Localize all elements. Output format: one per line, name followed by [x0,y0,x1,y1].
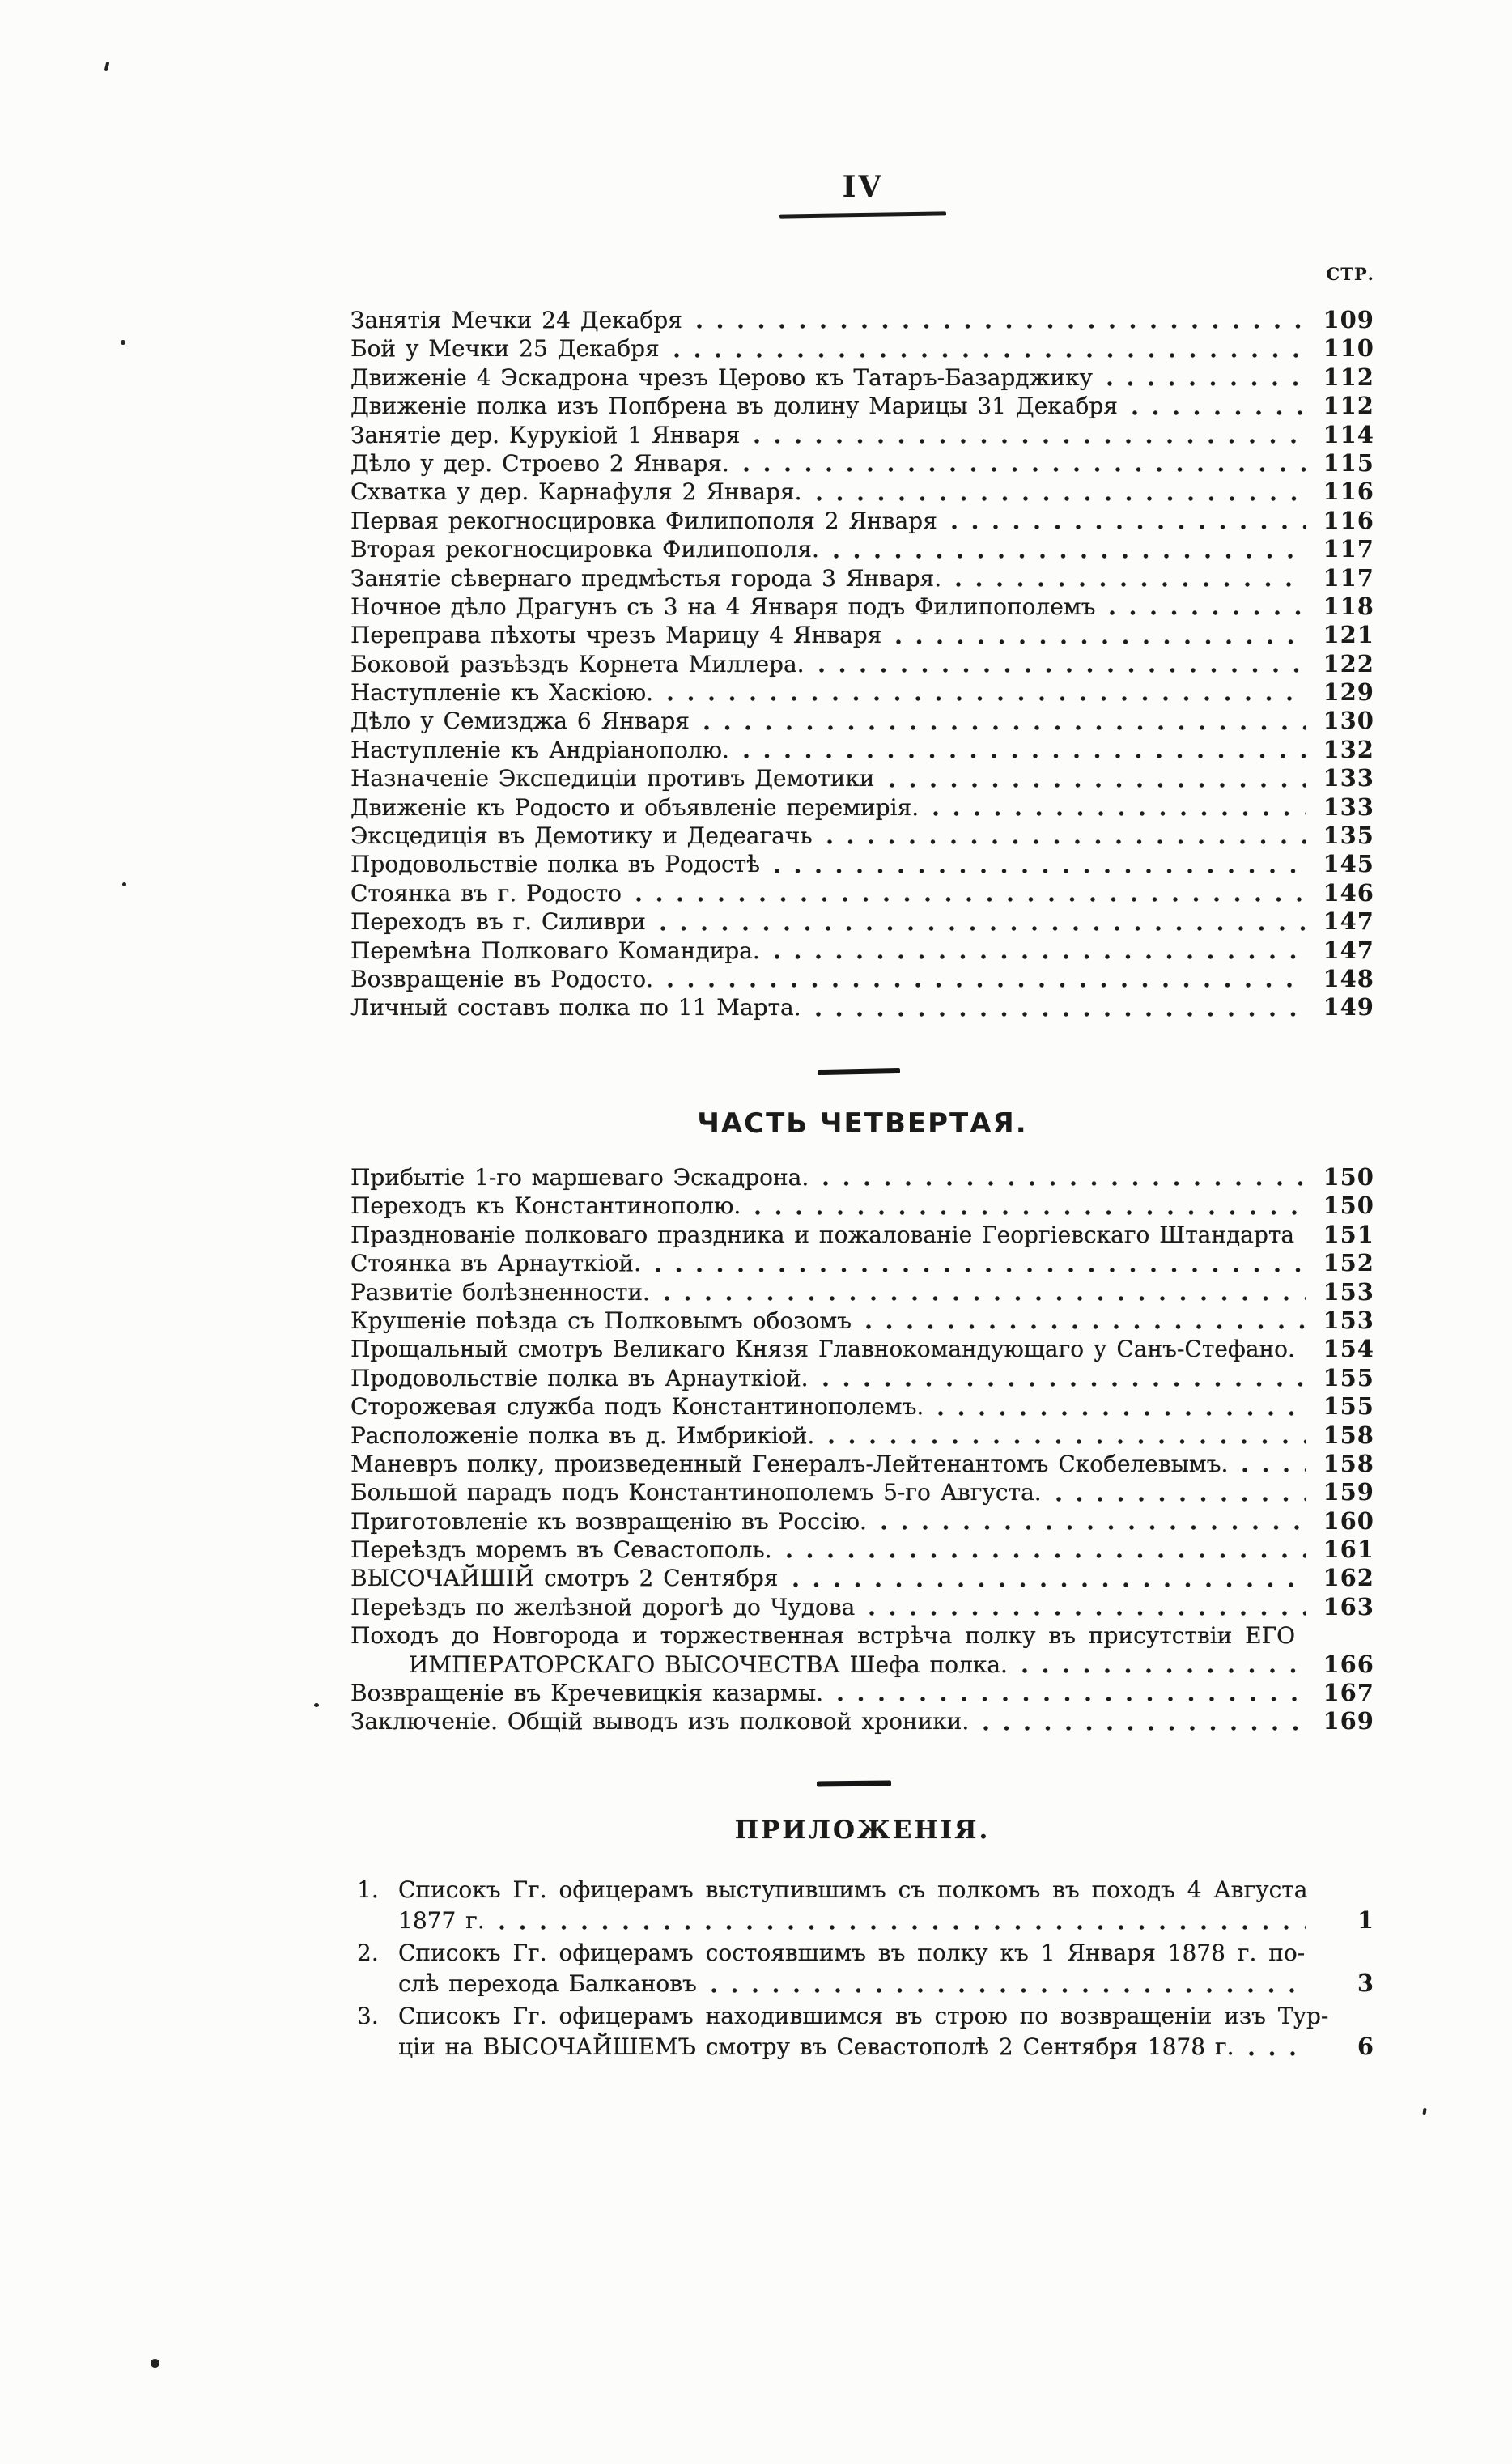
dot-leader [864,1593,1306,1621]
page-number: 155 [1323,1363,1374,1391]
toc-row [350,1507,1374,1536]
toc-entry-title: Походъ до Новгорода и торжественная встрѣча полку въ присутствіи ЕГО [350,1622,1296,1650]
toc-entry-title: Маневръ полку, произведенный Генералъ-Лейтенантомъ Скобелевымъ. [350,1450,1229,1477]
toc-entry-title: Переходъ къ Константинополю. [350,1192,741,1220]
toc-row [350,1306,1374,1335]
toc-row [350,1679,1374,1707]
appendix-item-number: 3. [357,2003,379,2029]
page-number: 121 [1323,621,1374,649]
toc-entry-title: Наступленіе къ Андріанополю. [350,736,729,763]
page-number: 167 [1323,1679,1374,1707]
toc-entry-title: Ночное дѣло Драгунъ съ 3 на 4 Января подъ Филипополемъ [350,593,1096,620]
dot-leader [822,822,1306,850]
toc-row [350,793,1374,822]
toc-row [350,1335,1374,1363]
dot-leader [861,1306,1306,1335]
dot-leader [770,937,1306,965]
toc-row [350,993,1374,1022]
toc-entry-title: Стоянка въ Арнауткіой. [350,1250,641,1277]
page-number: 153 [1323,1306,1374,1334]
toc-row [398,1905,1374,1936]
page-number: 133 [1323,764,1374,792]
toc-entry-title: Заключеніе. Общій выводъ изъ полковой хроники. [350,1708,970,1735]
toc-row [350,879,1374,907]
toc-row [350,1564,1374,1592]
page-number: 148 [1323,964,1374,992]
toc-entry-title: Вторая рекогносцировка Филипополя. [350,536,819,563]
dot-leader [651,1249,1306,1277]
toc-row [350,1278,1374,1306]
part4-heading: ЧАСТЬ ЧЕТВЕРТАЯ. [697,1107,1028,1140]
toc-entry-title: Движеніе полка изъ Попбрена въ долину Марицы 31 Декабря [350,393,1118,420]
page-number: 135 [1323,822,1374,850]
page-number: 3 [1357,1969,1374,1997]
toc-row [350,363,1374,392]
scan-speck [1422,2108,1427,2116]
appendix-item-number: 1. [357,1876,379,1903]
toc-entry-title: слѣ перехода Балкановъ [398,1969,697,1997]
toc-row [350,1249,1374,1277]
dot-leader [812,478,1307,506]
toc-entry-title: Наступленіе къ Хаскіою. [350,679,653,707]
dot-leader [1244,2032,1306,2063]
toc-entry-title: Дѣло у Семизджа 6 Января [350,707,690,735]
toc-entry-title: Перемѣна Полковаго Командира. [350,937,760,964]
dot-leader [739,449,1306,478]
scan-speck [121,340,125,345]
page-number: 117 [1323,535,1374,563]
page-number: 117 [1323,563,1374,592]
toc-entry-title: Боковой разъѣздъ Корнета Миллера. [350,650,805,678]
page-number: 146 [1323,878,1374,907]
toc-entry-title: Прибытіе 1-го маршеваго Эскадрона. [350,1164,809,1191]
page-number: 133 [1323,792,1374,821]
toc-entry-title: Дѣло у дер. Строево 2 Января. [350,449,729,477]
dot-leader [1304,1221,1306,1249]
dot-leader [811,993,1306,1022]
toc-row [350,1593,1374,1621]
dot-leader [829,535,1306,563]
page-number: 160 [1323,1506,1374,1535]
page-number: 116 [1323,478,1374,506]
toc-entry-title: Движеніе 4 Эскадрона чрезъ Церово къ Татаръ-Базарджику [350,363,1093,391]
toc-entry-title: Крушеніе поѣзда съ Полковымъ обозомъ [350,1306,852,1334]
toc-entry-title: 1877 г. [398,1906,485,1934]
toc-entry-title: Личный составъ полка по 11 Марта. [350,994,801,1022]
toc-row [350,764,1374,792]
appendix-item-line1: Списокъ Гг. офицерамъ выступившимъ съ полкомъ въ походъ 4 Августа [398,1876,1308,1903]
toc-row [350,478,1374,506]
page-number: 155 [1323,1392,1374,1421]
dot-leader [770,850,1306,878]
toc-row [350,1536,1374,1564]
page-number: 112 [1323,363,1374,391]
page-number: 132 [1323,735,1374,763]
toc-entry-title: Первая рекогносцировка Филипополя 2 Января [350,507,937,534]
page-number: 150 [1323,1192,1374,1220]
appendix-item-number: 2. [357,1939,379,1966]
toc-row [350,678,1374,707]
scan-speck [104,62,110,72]
toc-entry-title: ціи на ВЫСОЧАЙШЕМЪ смотру въ Севастополѣ 2 Сентября 1878 г. [398,2033,1234,2060]
dot-leader [928,793,1306,822]
toc-entry-title: Возвращеніе въ Родосто. [350,965,653,992]
section-divider [817,1781,891,1787]
dot-leader [1305,1335,1306,1363]
toc-row [350,421,1374,449]
toc-row [350,1221,1374,1249]
toc-entry-title: ИМПЕРАТОРСКАГО ВЫСОЧЕСТВА Шефа полка. [409,1650,1008,1678]
toc-entry-title: Занятіе дер. Курукіой 1 Января [350,421,741,448]
toc-row [350,1650,1374,1679]
page-number: 154 [1323,1335,1374,1363]
toc-entry-title: Большой парадъ подъ Константинополемъ 5-го Августа. [350,1479,1042,1506]
toc-entry-title: ВЫСОЧАЙШІЙ смотръ 2 Сентября [350,1565,779,1592]
roman-numeral-rule [779,211,946,218]
dot-leader [1128,392,1306,420]
toc-entry-title: Бой у Мечки 25 Декабря [350,335,660,363]
page-number: 153 [1323,1277,1374,1306]
toc-row [350,449,1374,478]
dot-leader [951,564,1306,593]
page-number: 159 [1323,1478,1374,1506]
scan-speck [122,882,126,886]
toc-part4-list [350,1163,1374,1736]
toc-row [350,736,1374,764]
toc-row [350,1621,1374,1650]
dot-leader [818,1163,1306,1192]
dot-leader [885,764,1306,792]
page-number: 161 [1323,1536,1374,1564]
page-number: 158 [1323,1449,1374,1477]
dot-leader [788,1564,1306,1592]
toc-entry-title: Приготовленіе къ возвращенію въ Россію. [350,1507,867,1535]
page-number: 147 [1323,907,1374,936]
page-number: 162 [1323,1564,1374,1592]
toc-row [350,907,1374,936]
toc-row [350,937,1374,965]
appendix-item [357,1875,1374,1935]
section-divider [818,1068,900,1075]
dot-leader [1238,1450,1306,1478]
scan-speck [151,2359,159,2368]
dot-leader [818,1364,1306,1392]
toc-entry-title: Переправа пѣхоты чрезъ Марицу 4 Января [350,622,882,649]
appendix-item [357,2001,1374,2062]
toc-entry-title: Переходъ въ г. Силиври [350,908,646,936]
page-column-header: СТР. [1326,264,1374,284]
page-number: 130 [1323,707,1374,735]
page-number: 158 [1323,1421,1374,1449]
toc-row [398,1969,1374,1999]
toc-row [350,1478,1374,1506]
toc-row [350,965,1374,993]
dot-leader [669,334,1306,363]
appendix-item-line1: Списокъ Гг. офицерамъ состоявшимъ въ полку къ 1 Января 1878 г. по- [398,1939,1306,1966]
page-number: 149 [1323,993,1374,1022]
toc-entry-title: Сторожевая служба подъ Константинополемъ. [350,1393,924,1421]
toc-row [350,306,1374,334]
dot-leader [663,678,1306,707]
dot-leader [631,879,1306,907]
toc-row [350,507,1374,535]
appendix-item [357,1938,1374,1999]
dot-leader [739,736,1306,764]
page-number: 129 [1323,678,1374,707]
page-number: 118 [1323,592,1374,620]
page-number: 169 [1323,1707,1374,1735]
toc-row [350,1392,1374,1421]
toc-row [350,621,1374,649]
toc-entry-title: Празднованіе полковаго праздника и пожалованіе Георгіевскаго Штандарта [350,1221,1295,1248]
dot-leader [877,1507,1306,1536]
page-number: 1 [1357,1905,1374,1934]
page-number: 122 [1323,649,1374,678]
dot-leader [750,1192,1306,1220]
toc-row [350,1364,1374,1392]
dot-leader [782,1536,1306,1564]
toc-entry-title: Переѣздъ по желѣзной дорогѣ до Чудова [350,1593,856,1621]
appendix-item-line1: Списокъ Гг. офицерамъ находившимся въ строю по возвращеніи изъ Тур- [398,2003,1329,2029]
page-number: 152 [1323,1249,1374,1277]
toc-row [350,535,1374,563]
appendix-heading: ПРИЛОЖЕНІЯ. [734,1816,991,1845]
page-number: 166 [1323,1650,1374,1678]
page-number: 163 [1323,1592,1374,1621]
toc-entry-title: Продовольствіе полка въ Арнауткіой. [350,1364,809,1391]
dot-leader [933,1392,1306,1421]
dot-leader [833,1679,1306,1707]
toc-entry-title: Развитіе болѣзненности. [350,1278,650,1306]
page-number: 112 [1323,392,1374,420]
toc-row [350,1421,1374,1450]
dot-leader [707,1969,1306,1999]
toc-row [350,1450,1374,1478]
toc-row [350,707,1374,735]
toc-row [350,392,1374,420]
page-number: 6 [1357,2032,1374,2060]
toc-row [350,334,1374,363]
dot-leader [495,1905,1306,1936]
toc-row [350,564,1374,593]
toc-row [350,650,1374,678]
toc-part3-list [350,306,1374,1022]
dot-leader [1102,363,1306,392]
dot-leader [663,965,1306,993]
dot-leader [1017,1650,1306,1679]
toc-entry-title: Движеніе къ Родосто и объявленіе перемирія. [350,793,920,821]
dot-leader [692,306,1306,334]
page-number: 114 [1323,420,1374,448]
dot-leader [891,621,1306,649]
dot-leader [1105,593,1306,621]
dot-leader [699,707,1306,735]
dot-leader [656,907,1306,936]
dot-leader [660,1278,1306,1306]
toc-entry-title: Продовольствіе полка въ Родостѣ [350,851,761,878]
toc-entry-title: Назначеніе Экспедиціи противъ Демотики [350,765,875,792]
toc-row [350,1707,1374,1735]
page-number: 115 [1323,448,1374,477]
toc-entry-title: Стоянка въ г. Родосто [350,879,622,907]
toc-row [398,2032,1374,2063]
toc-entry-title: Переѣздъ моремъ въ Севастополь. [350,1536,772,1564]
toc-entry-title: Схватка у дер. Карнафуля 2 Января. [350,478,802,506]
toc-entry-title: Занятія Мечки 24 Декабря [350,307,682,333]
toc-row [350,822,1374,850]
page-number: 147 [1323,936,1374,964]
toc-row [350,1163,1374,1192]
scan-speck [314,1703,319,1707]
toc-entry-title: Занятіе сѣвернаго предмѣстья города 3 Января. [350,564,942,592]
dot-leader [947,507,1306,535]
page-roman-numeral: IV [842,170,884,204]
page-number: 110 [1323,334,1374,363]
page-number: 116 [1323,506,1374,534]
toc-entry-title: Прощальный смотръ Великаго Князя Главнокомандующаго у Санъ-Стефано. [350,1336,1295,1363]
toc-row [350,593,1374,621]
toc-entry-title: Эксцедиція въ Демотику и Дедеагачь [350,822,813,850]
toc-row [350,1192,1374,1220]
dot-leader [814,650,1306,678]
dot-leader [979,1707,1306,1735]
page-number: 145 [1323,850,1374,878]
dot-leader [1051,1478,1306,1506]
toc-row [350,850,1374,878]
page-number: 109 [1323,306,1374,333]
dot-leader [824,1421,1306,1450]
appendix-list [357,1875,1374,2064]
page-number: 150 [1323,1163,1374,1191]
dot-leader [750,421,1306,449]
toc-entry-title: Расположеніе полка въ д. Имбрикіой. [350,1421,815,1449]
toc-entry-title: Возвращеніе въ Кречевицкія казармы. [350,1680,823,1707]
page-number: 151 [1323,1220,1374,1248]
